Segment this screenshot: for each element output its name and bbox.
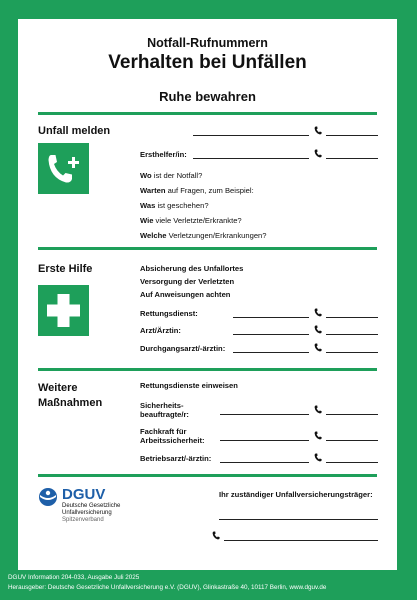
footer-publisher: Herausgeber: Deutsche Gesetzliche Unfallversicherung e.V. (DGUV), Glinkastraße 40, 10117 Berlin, www.dguv.de <box>8 584 327 591</box>
durchgangsarzt-label: Durchgangsarzt/-ärztin: <box>140 344 226 353</box>
rettungsdienst-label: Rettungsdienst: <box>140 309 198 318</box>
phone-icon <box>314 343 322 352</box>
phone-icon <box>314 308 322 317</box>
section-divider <box>38 368 377 371</box>
step-anweisungen: Auf Anweisungen achten <box>140 290 231 299</box>
header-kicker: Notfall-Rufnummern <box>147 36 268 50</box>
section-title-unfall: Unfall melden <box>38 125 111 137</box>
section-title-erste-hilfe: Erste Hilfe <box>38 263 93 275</box>
section-divider <box>38 474 377 477</box>
sicherheit-line[interactable] <box>220 414 309 415</box>
dguv-logo-line2: Unfallversicherung <box>62 510 112 516</box>
question-was: Was ist geschehen? <box>140 201 209 210</box>
phone-number-line[interactable] <box>326 462 378 463</box>
durchgangsarzt-line[interactable] <box>233 352 309 353</box>
arzt-line[interactable] <box>233 334 309 335</box>
emergency-sheet <box>18 19 397 570</box>
ersthelfer-label: Ersthelfer/in: <box>140 150 187 159</box>
phone-number-line[interactable] <box>326 352 378 353</box>
fachkraft-line[interactable] <box>220 440 309 441</box>
phone-icon <box>314 431 322 440</box>
emergency-phone-icon <box>38 143 89 194</box>
question-wo: Wo ist der Notfall? <box>140 171 203 180</box>
section-divider <box>38 112 377 115</box>
header-subtitle: Ruhe bewahren <box>159 89 256 104</box>
question-wie: Wie viele Verletzte/Erkrankte? <box>140 216 242 225</box>
phone-icon <box>212 531 220 540</box>
question-welche: Welche Verletzungen/Erkrankungen? <box>140 231 267 240</box>
phone-icon <box>314 149 322 158</box>
dguv-logo-icon <box>38 487 58 507</box>
question-warten: Warten auf Fragen, zum Beispiel: <box>140 186 254 195</box>
phone-icon <box>314 325 322 334</box>
fachkraft-label: Fachkraft für Arbeitssicherheit: <box>140 427 205 445</box>
phone-number-line[interactable] <box>326 414 378 415</box>
betriebsarzt-label: Betriebsarzt/-ärztin: <box>140 454 212 463</box>
step-absicherung: Absicherung des Unfallortes <box>140 264 244 273</box>
dguv-logo-line1: Deutsche Gesetzliche <box>62 503 121 509</box>
phone-number-line[interactable] <box>326 135 378 136</box>
phone-number-line[interactable] <box>193 135 309 136</box>
einweisen-text: Rettungsdienste einweisen <box>140 381 238 390</box>
first-aid-cross-icon <box>38 285 89 336</box>
footer-publication: DGUV Information 204-033, Ausgabe Juli 2025 <box>8 574 140 581</box>
dguv-logo-line3: Spitzenverband <box>62 517 104 523</box>
phone-icon <box>314 453 322 462</box>
sicherheit-label: Sicherheits- beauftragte/r: <box>140 401 189 419</box>
phone-number-line[interactable] <box>326 317 378 318</box>
betriebsarzt-line[interactable] <box>220 462 309 463</box>
phone-number-line[interactable] <box>326 334 378 335</box>
phone-number-line[interactable] <box>326 158 378 159</box>
section-divider <box>38 247 377 250</box>
arzt-label: Arzt/Ärztin: <box>140 326 181 335</box>
traeger-phone-line[interactable] <box>224 540 378 541</box>
section-title-weitere: Weitere Maßnahmen <box>38 382 103 409</box>
rettungsdienst-line[interactable] <box>233 317 309 318</box>
step-versorgung: Versorgung der Verletzten <box>140 277 235 286</box>
dguv-logo-text: DGUV <box>62 486 106 503</box>
ersthelfer-name-line[interactable] <box>193 158 309 159</box>
page-title: Verhalten bei Unfällen <box>108 52 307 73</box>
traeger-name-line[interactable] <box>219 519 378 520</box>
phone-number-line[interactable] <box>326 440 378 441</box>
phone-icon <box>314 126 322 135</box>
traeger-label: Ihr zuständiger Unfallversicherungsträger: <box>219 490 373 499</box>
phone-icon <box>314 405 322 414</box>
